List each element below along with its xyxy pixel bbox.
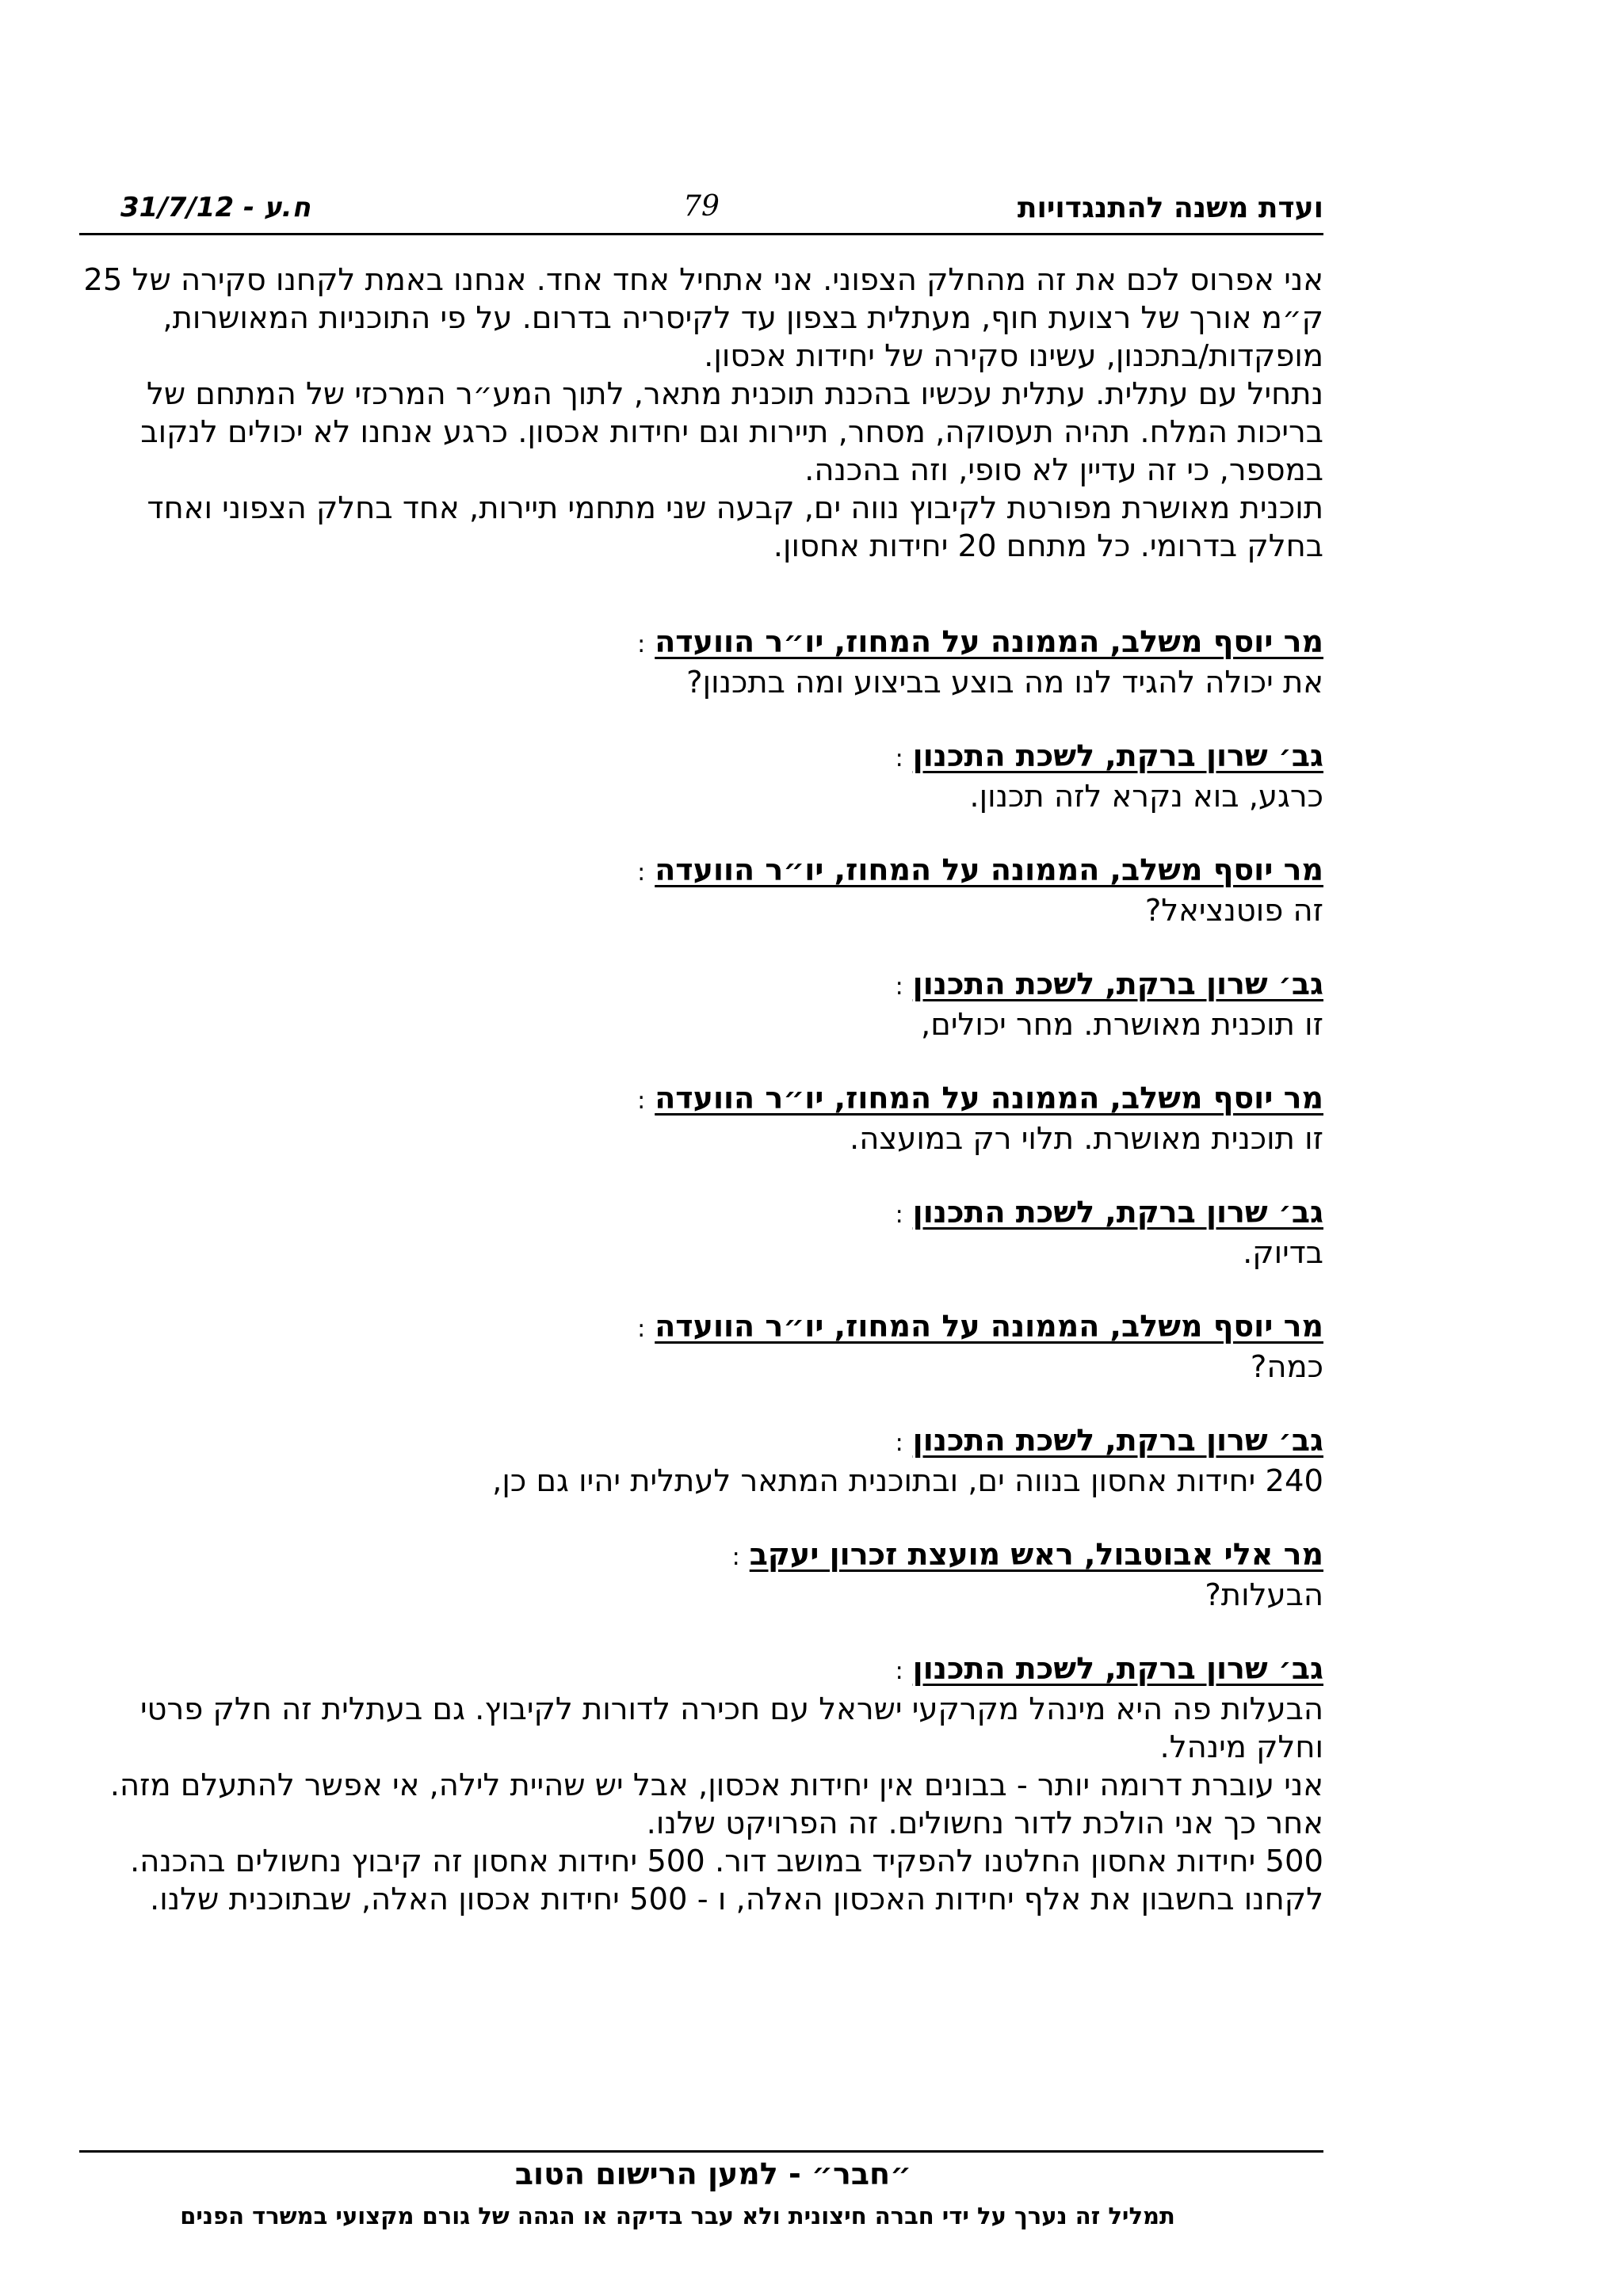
speaker-colon: : bbox=[895, 1429, 903, 1457]
exchange bbox=[79, 1650, 1323, 1919]
speaker-line bbox=[79, 737, 1323, 778]
speaker-name: מר יוסף משלב, הממונה על המחוז, יו״ר הוועדה bbox=[655, 624, 1323, 659]
speaker-line bbox=[79, 851, 1323, 892]
speaker-colon: : bbox=[637, 859, 646, 887]
speaker-name: מר אלי אבוטבול, ראש מועצת זכרון יעקב bbox=[749, 1537, 1323, 1572]
exchange bbox=[79, 1421, 1323, 1501]
speaker-colon: : bbox=[637, 631, 646, 658]
intro-paragraph: אני אפרוס לכם את זה מהחלק הצפוני. אני אתחיל אחד אחד. אנחנו באמת לקחנו סקירה של 25 ק״מ אורך של רצועת חוף, מעתלית בצפון עד לקיסריה בדרום. על פי התוכניות המאושרות, מופקדות/בתכנון, עשינו סקירה של יחידות אכסון. bbox=[83, 262, 1323, 374]
speaker-name: מר יוסף משלב, הממונה על המחוז, יו״ר הוועדה bbox=[655, 1309, 1323, 1344]
speech-paragraph: הבעלות פה היא מינהל מקרקעי ישראל עם חכירה לדורות לקיבוץ. גם בעתלית זה חלק פרטי וחלק מינהל. bbox=[139, 1691, 1323, 1765]
exchange bbox=[79, 1079, 1323, 1158]
speaker-line bbox=[79, 1079, 1323, 1120]
speaker-line bbox=[79, 1307, 1323, 1348]
speaker-colon: : bbox=[895, 1201, 903, 1229]
speaker-name: גב׳ שרון ברקת, לשכת התכנון bbox=[912, 967, 1323, 1001]
speaker-line bbox=[79, 1650, 1323, 1691]
intro-paragraph: תוכנית מאושרת מפורטת לקיבוץ נווה ים, קבעה שני מתחמי תיירות, אחד בחלק הצפוני ואחד בחלק בדרומי. כל מתחם 20 יחידות אחסון. bbox=[147, 490, 1323, 564]
speaker-colon: : bbox=[731, 1543, 740, 1571]
exchange bbox=[79, 1193, 1323, 1272]
speech-text: זו תוכנית מאושרת. תלוי רק במועצה. bbox=[850, 1121, 1323, 1157]
session-date: 31/7/12 - ח.ע bbox=[120, 192, 311, 223]
speech-text: כמה? bbox=[1250, 1349, 1323, 1385]
footer-disclaimer: תמליל זה נערך על ידי חברה חיצונית ולא עבר בדיקה או הגהה של גורם מקצועי במשרד הפנים bbox=[180, 2203, 1175, 2229]
footer-title: ״חבר״ - למען הרישום הטוב bbox=[514, 2157, 912, 2191]
exchange bbox=[79, 1535, 1323, 1615]
intro-text bbox=[79, 261, 1323, 566]
speaker-line bbox=[79, 1193, 1323, 1234]
speaker-name: גב׳ שרון ברקת, לשכת התכנון bbox=[912, 1651, 1323, 1686]
speaker-name: מר יוסף משלב, הממונה על המחוז, יו״ר הוועדה bbox=[655, 852, 1323, 887]
speech-text: זה פוטנציאל? bbox=[1144, 893, 1323, 929]
speaker-colon: : bbox=[637, 1087, 646, 1115]
speech-text: כרגע, בוא נקרא לזה תכנון. bbox=[969, 779, 1323, 814]
speaker-name: גב׳ שרון ברקת, לשכת התכנון bbox=[912, 1423, 1323, 1458]
page-number: 79 bbox=[683, 190, 720, 223]
page-header bbox=[79, 185, 1323, 235]
exchange bbox=[79, 965, 1323, 1044]
committee-name: ועדת משנה להתנגדויות bbox=[1017, 192, 1323, 224]
speaker-line bbox=[79, 1535, 1323, 1577]
speaker-line bbox=[79, 623, 1323, 664]
speaker-name: גב׳ שרון ברקת, לשכת התכנון bbox=[912, 1195, 1323, 1230]
intro-paragraph: נתחיל עם עתלית. עתלית עכשיו בהכנת תוכנית מתאר, לתוך המע״ר המרכזי של המתחם של בריכות המלח. תהיה תעסוקה, מסחר, תיירות וגם יחידות אכסון. כרגע אנחנו לא יכולים לנקוב במספר, כי זה עדיין לא סופי, וזה בהכנה. bbox=[140, 376, 1323, 488]
speaker-colon: : bbox=[637, 1315, 646, 1343]
speaker-colon: : bbox=[895, 745, 903, 772]
speaker-name: מר יוסף משלב, הממונה על המחוז, יו״ר הוועדה bbox=[655, 1081, 1323, 1116]
speech-paragraph: אני עוברת דרומה יותר - בבונים אין יחידות אכסון, אבל יש שהיית לילה, אי אפשר להתעלם מזה. אחר כך אני הולכת לדור נחשולים. זה הפרויקט שלנו. bbox=[109, 1768, 1323, 1841]
speech-paragraph: 500 יחידות אחסון החלטנו להפקיד במושב דור. 500 יחידות אחסון זה קיבוץ נחשולים בהכנה. לקחנו בחשבון את אלף יחידות האכסון האלה, ו - 500 יחידות אכסון האלה, שבתוכנית שלנו. bbox=[129, 1844, 1323, 1917]
footer-divider bbox=[79, 2150, 1323, 2153]
speaker-line bbox=[79, 1421, 1323, 1463]
exchange bbox=[79, 737, 1323, 816]
exchange bbox=[79, 1307, 1323, 1386]
speaker-name: גב׳ שרון ברקת, לשכת התכנון bbox=[912, 738, 1323, 773]
speaker-colon: : bbox=[895, 973, 903, 1001]
exchange bbox=[79, 851, 1323, 930]
speaker-line bbox=[79, 965, 1323, 1006]
speaker-colon: : bbox=[895, 1657, 903, 1685]
speech-text: 240 יחידות אחסון בנווה ים, ובתוכנית המתאר לעתלית יהיו גם כן, bbox=[492, 1463, 1323, 1499]
speech-text: זו תוכנית מאושרת. מחר יכולים, bbox=[921, 1007, 1323, 1043]
speech-text: את יכולה להגיד לנו מה בוצע בביצוע ומה בתכנון? bbox=[686, 665, 1323, 700]
exchange bbox=[79, 623, 1323, 702]
speech-text: בדיוק. bbox=[1243, 1235, 1323, 1271]
speech-text: הבעלות? bbox=[1205, 1577, 1323, 1613]
